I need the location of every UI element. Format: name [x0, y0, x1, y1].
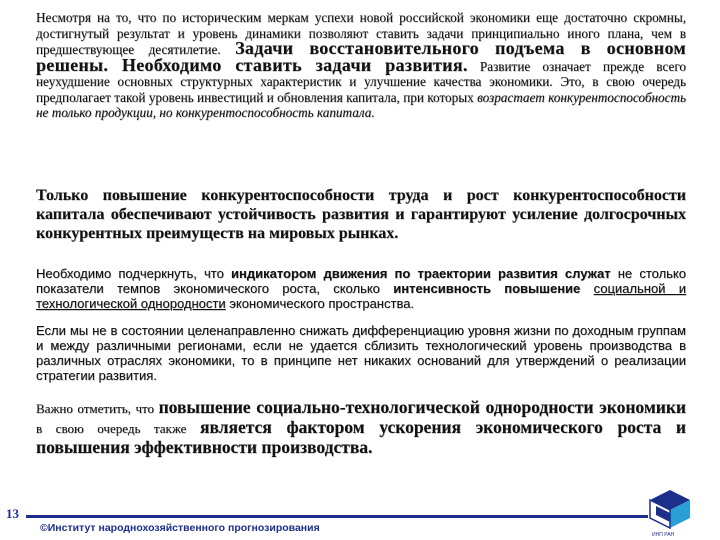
paragraph-differentiation: Если мы не в состоянии целенаправленно снижать дифференциацию уровня жизни по доходным группам и между различными регионами, если не удается сблизить технологический уровень производства в различных отраслях экономики, то в принципе нет никаких оснований для утверждений о реализации стратегии развития. [36, 323, 686, 383]
institute-logo-icon [648, 488, 692, 538]
indicator-text-3 [580, 281, 593, 296]
indicator-text-2: не столько показатели темпов экономического роста, сколько [36, 266, 686, 296]
paragraph-intro [36, 10, 686, 121]
conclusion-text-1: Важно отметить, что [36, 401, 159, 416]
paragraph-indicator [36, 266, 686, 311]
intro-bold-text: Задачи восстановительного подъема в основном решены. Необходимо ставить задачи развития. [36, 38, 686, 75]
intro-text-continued: Развитие означает прежде всего неухудшение основных структурных характеристик и улучшение качества экономики. Это, в свою очередь предполагает такой уровень инвестиций и обновления капитала, при которых [36, 58, 686, 105]
conclusion-text-2: в свою очередь также [36, 421, 200, 436]
indicator-text-4: экономического пространства. [225, 296, 415, 311]
intro-italic-text: возрастает конкурентоспособность не только продукции, но конкурентоспособность капитала. [36, 89, 686, 120]
indicator-bold-1: индикатором движения по траектории развития служат [231, 266, 611, 281]
paragraph-competitiveness: Только повышение конкурентоспособности труда и рост конкурентоспособности капитала обеспечивают устойчивость развития и гарантируют усиление долгосрочных конкурентных преимуществ на мировых рынках. [36, 187, 686, 242]
indicator-underlined: социальной и технологической однородности [36, 281, 687, 311]
footer-copyright: ©Институт народнохозяйственного прогнозирования [40, 522, 320, 534]
intro-text: Несмотря на то, что по историческим меркам успехи новой российской экономики еще достаточно скромны, достигнутый результат и уровень динамики позволяют ставить задачи принципиально иного плана, чем в предшествующее десятилетие. [36, 10, 686, 57]
indicator-bold-2: интенсивность повышение [393, 281, 581, 296]
page-number: 13 [6, 506, 19, 521]
indicator-text-1: Необходимо подчеркнуть, что [36, 266, 231, 281]
footer-rule [26, 515, 648, 518]
conclusion-bold-2: является фактором ускорения экономического роста и повышения эффективности производства. [36, 417, 687, 457]
logo-caption: ИНП РАН [652, 532, 675, 538]
conclusion-bold-1: повышение социально-технологической однородности экономики [158, 397, 687, 417]
paragraph-conclusion [36, 398, 686, 458]
